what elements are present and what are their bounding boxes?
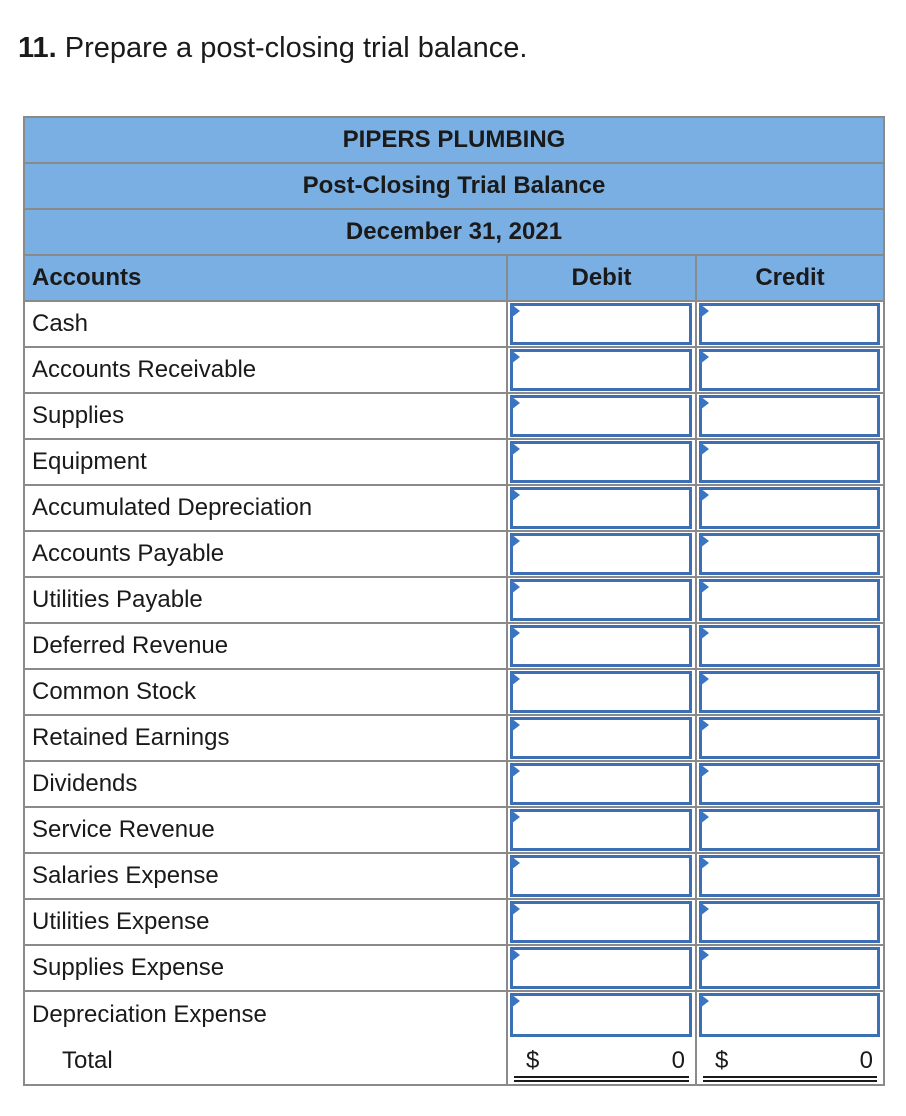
debit-cell [508,578,697,622]
debit-header: Debit [508,256,697,300]
credit-input[interactable] [699,993,880,1037]
debit-input[interactable] [510,671,692,713]
debit-cell [508,624,697,668]
total-credit-cell [697,1038,883,1084]
debit-input[interactable] [510,349,692,391]
total-debit-value: 0 [671,1047,685,1074]
debit-input[interactable] [510,763,692,805]
account-name: Utilities Expense [25,900,508,944]
account-name: Utilities Payable [25,578,508,622]
statement-date: December 31, 2021 [25,210,883,256]
credit-cell [697,348,883,392]
account-name: Deferred Revenue [25,624,508,668]
total-debit-cell [508,1038,697,1084]
debit-input[interactable] [510,993,692,1037]
account-name: Equipment [25,440,508,484]
debit-cell [508,762,697,806]
debit-cell [508,808,697,852]
total-credit-value: 0 [859,1047,873,1074]
debit-cell [508,992,697,1038]
credit-input[interactable] [699,349,880,391]
credit-input[interactable] [699,671,880,713]
credit-input[interactable] [699,533,880,575]
debit-input[interactable] [510,947,692,989]
table-row [25,394,883,440]
credit-cell [697,578,883,622]
credit-cell [697,900,883,944]
credit-input[interactable] [699,579,880,621]
account-name: Accounts Payable [25,532,508,576]
table-row [25,348,883,394]
debit-cell [508,946,697,990]
table-row [25,440,883,486]
credit-input[interactable] [699,625,880,667]
account-name: Dividends [25,762,508,806]
debit-currency-symbol: $ [526,1047,540,1074]
credit-cell [697,624,883,668]
debit-cell [508,716,697,760]
debit-input[interactable] [510,395,692,437]
question-text: Prepare a post-closing trial balance. [64,32,528,64]
table-row [25,670,883,716]
debit-cell [508,670,697,714]
credit-input[interactable] [699,395,880,437]
credit-input[interactable] [699,901,880,943]
credit-input[interactable] [699,855,880,897]
debit-cell [508,394,697,438]
table-row [25,302,883,348]
table-row [25,854,883,900]
credit-cell [697,716,883,760]
credit-input[interactable] [699,717,880,759]
credit-cell [697,992,883,1038]
table-row [25,578,883,624]
debit-input[interactable] [510,487,692,529]
debit-cell [508,302,697,346]
account-name: Service Revenue [25,808,508,852]
account-name: Supplies Expense [25,946,508,990]
credit-cell [697,440,883,484]
column-header-row [25,256,883,302]
credit-cell [697,854,883,898]
question-number: 11. [18,32,57,64]
debit-cell [508,348,697,392]
debit-input[interactable] [510,441,692,483]
table-row [25,486,883,532]
debit-input[interactable] [510,303,692,345]
debit-cell [508,486,697,530]
table-row [25,900,883,946]
account-name: Accounts Receivable [25,348,508,392]
trial-balance-table [23,116,885,1086]
total-row [25,1038,883,1084]
credit-header: Credit [755,264,825,291]
account-name: Common Stock [25,670,508,714]
debit-input[interactable] [510,855,692,897]
credit-input[interactable] [699,809,880,851]
debit-input[interactable] [510,717,692,759]
debit-input[interactable] [510,579,692,621]
table-row [25,808,883,854]
credit-cell [697,486,883,530]
account-name: Salaries Expense [25,854,508,898]
table-row [25,624,883,670]
credit-currency-symbol: $ [715,1047,729,1074]
debit-cell [508,900,697,944]
credit-cell [697,670,883,714]
total-label: Total [25,1038,508,1084]
credit-input[interactable] [699,947,880,989]
debit-cell [508,532,697,576]
credit-input[interactable] [699,303,880,345]
credit-input[interactable] [699,487,880,529]
credit-cell [697,394,883,438]
account-name: Depreciation Expense [25,992,508,1038]
debit-input[interactable] [510,901,692,943]
table-row [25,992,883,1038]
credit-input[interactable] [699,441,880,483]
account-name: Cash [25,302,508,346]
account-name: Retained Earnings [25,716,508,760]
debit-cell [508,854,697,898]
debit-input[interactable] [510,625,692,667]
credit-cell [697,302,883,346]
accounts-header: Accounts [25,256,508,300]
credit-cell [697,946,883,990]
credit-cell [697,762,883,806]
table-row [25,532,883,578]
credit-cell [697,808,883,852]
account-name: Supplies [25,394,508,438]
statement-title: Post-Closing Trial Balance [25,164,883,210]
debit-input[interactable] [510,533,692,575]
table-row [25,946,883,992]
credit-cell [697,532,883,576]
question-heading [18,28,527,68]
debit-input[interactable] [510,809,692,851]
table-row [25,716,883,762]
table-row [25,762,883,808]
account-name: Accumulated Depreciation [25,486,508,530]
credit-input[interactable] [699,763,880,805]
debit-cell [508,440,697,484]
company-name: PIPERS PLUMBING [25,118,883,164]
